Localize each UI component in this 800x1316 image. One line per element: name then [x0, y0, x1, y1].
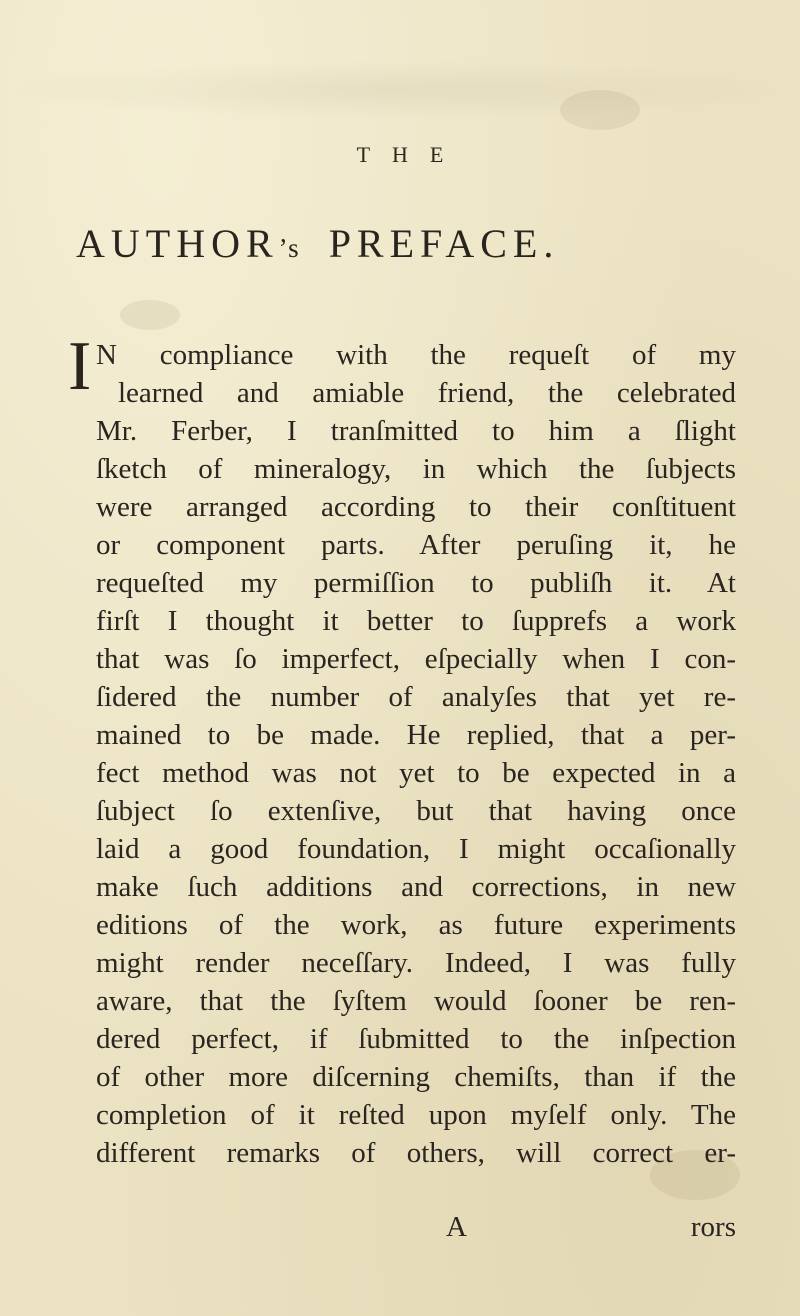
- text-line: fect method was not yet to be expected in a: [96, 757, 736, 789]
- text-line: learned and amiable friend, the celebrated: [118, 377, 736, 409]
- text-line: firſt I thought it better to ſupprefs a work: [96, 605, 736, 637]
- title-main: AUTHOR: [76, 221, 279, 266]
- text-line: completion of it reſted upon myſelf only. The: [96, 1099, 736, 1131]
- text-line: different remarks of others, will correct er-: [96, 1137, 736, 1169]
- text-line: make ſuch additions and corrections, in new: [96, 871, 736, 903]
- foxing-spot: [120, 300, 180, 330]
- text-line: dered perfect, if ſubmitted to the inſpection: [96, 1023, 736, 1055]
- text-line: might render neceſſary. Indeed, I was fully: [96, 947, 736, 979]
- text-line: mained to be made. He replied, that a per-: [96, 719, 736, 751]
- text-line: Mr. Ferber, I tranſmitted to him a ſlight: [96, 415, 736, 447]
- foxing-spot: [560, 90, 640, 130]
- text-line: ſketch of mineralogy, in which the ſubjects: [96, 453, 736, 485]
- text-line: ſubject ſo extenſive, but that having once: [96, 795, 736, 827]
- text-line: ſidered the number of analyſes that yet re-: [96, 681, 736, 713]
- heading-the: THE: [356, 142, 466, 167]
- body-text: [68, 328, 736, 1172]
- show-through-bleed: [0, 60, 800, 120]
- text-line: requeſted my permiſſion to publiſh it. At: [96, 567, 736, 599]
- text-line: were arranged according to their conſtituent: [96, 491, 736, 523]
- text-line: N compliance with the requeſt of my: [96, 339, 736, 371]
- title-end: PREFACE.: [328, 221, 560, 266]
- text-line: laid a good foundation, I might occaſionally: [96, 833, 736, 865]
- text-line: editions of the work, as future experiments: [96, 909, 736, 941]
- catchword: rors: [690, 1211, 736, 1243]
- text-line: or component parts. After peruſing it, he: [96, 529, 736, 561]
- drop-cap: I: [68, 328, 92, 405]
- page-title: [76, 220, 736, 267]
- text-line: that was ſo imperfect, eſpecially when I con-: [96, 643, 736, 675]
- title-possessive: ’s: [278, 233, 301, 263]
- signature-mark: A: [446, 1211, 467, 1243]
- text-line: aware, that the ſyſtem would ſooner be ren-: [96, 985, 736, 1017]
- text-line: of other more diſcerning chemiſts, than if the: [96, 1061, 736, 1093]
- catchline: [96, 1208, 736, 1246]
